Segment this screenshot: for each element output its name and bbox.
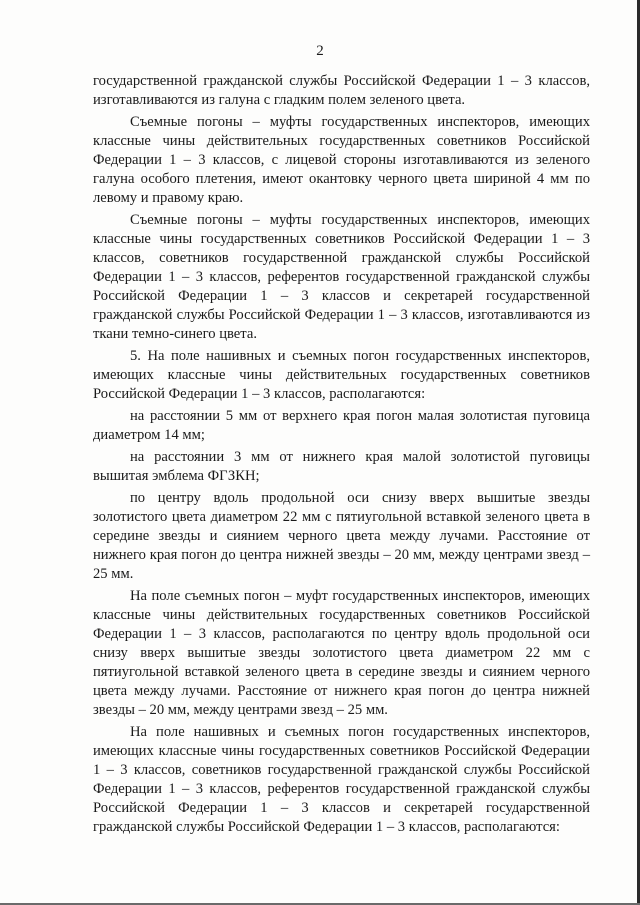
paragraph: На поле нашивных и съемных погон государственных инспекторов, имеющих классные чины государственных советников Российской Федерации 1 – 3 классов, советников государственной гражданской службы Российской Федерации 1 – 3 классов, референтов государственной гражданской службы Российской Федерации 1 – 3 классов и секретарей государственной гражданской службы Российской Федерации 1 – 3 классов, располагаются: — [93, 724, 590, 835]
paragraph: на расстоянии 5 мм от верхнего края погон малая золотистая пуговица диаметром 14 мм; — [93, 408, 590, 443]
page-number: 2 — [316, 43, 324, 59]
paragraph: на расстоянии 3 мм от нижнего края малой золотистой пуговицы вышитая эмблема ФГЗКН; — [93, 449, 590, 484]
paragraph: Съемные погоны – муфты государственных инспекторов, имеющих классные чины действительных государственных советников Российской Федерации 1 – 3 классов, с лицевой стороны изготавливаются из зеленого галуна особого плетения, имеют окантовку черного цвета шириной 4 мм по левому и правому краю. — [93, 114, 590, 206]
document-body — [93, 72, 590, 840]
paragraph-section-5: 5. На поле нашивных и съемных погон государственных инспекторов, имеющих классные чины действительных государственных советников Российской Федерации 1 – 3 классов, располагаются: — [93, 348, 590, 402]
paragraph: по центру вдоль продольной оси снизу вверх вышитые звезды золотистого цвета диаметром 22 мм с пятиугольной вставкой зеленого цвета в середине звезды и сиянием черного цвета между лучами. Расстояние от нижнего края погон до центра нижней звезды – 20 мм, между центрами звезд – 25 мм. — [93, 490, 590, 582]
paragraph-continuation: государственной гражданской службы Российской Федерации 1 – 3 классов, изготавливаются из галуна с гладким полем зеленого цвета. — [93, 73, 590, 108]
paragraph: На поле съемных погон – муфт государственных инспекторов, имеющих классные чины действительных государственных советников Российской Федерации 1 – 3 классов, располагаются по центру вдоль продольной оси снизу вверх вышитые звезды золотистого цвета диаметром 22 мм с пятиугольной вставкой зеленого цвета в середине звезды и сиянием черного цвета между лучами. Расстояние от нижнего края погон до центра нижней звезды – 20 мм, между центрами звезд – 25 мм. — [93, 588, 590, 718]
paragraph: Съемные погоны – муфты государственных инспекторов, имеющих классные чины государственных советников Российской Федерации 1 – 3 классов, советников государственной гражданской службы Российской Федерации 1 – 3 классов, референтов государственной гражданской службы Российской Федерации 1 – 3 классов и секретарей государственной гражданской службы Российской Федерации 1 – 3 классов, изготавливаются из ткани темно-синего цвета. — [93, 212, 590, 342]
